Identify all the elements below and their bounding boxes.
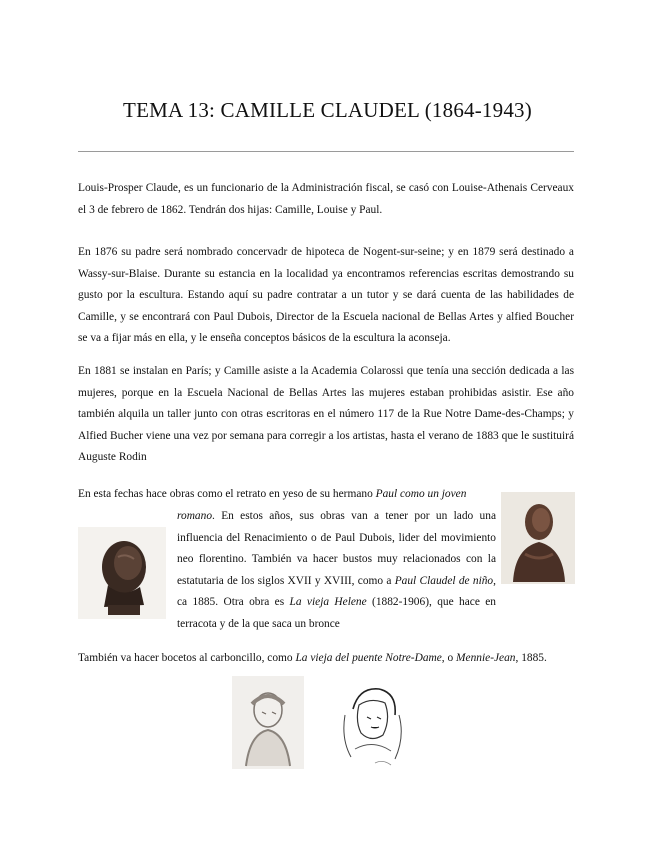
work-title-paul-joven: Paul como un joven bbox=[375, 488, 467, 500]
sketches-text: , o bbox=[441, 652, 457, 664]
work-title-paul-nino: Paul Claudel de niño bbox=[394, 574, 494, 587]
works-text: (1882-1906), que hace en terracota y de la que saca un bronce bbox=[177, 596, 496, 630]
work-title-vieja-puente: La vieja del puente Notre-Dame bbox=[295, 652, 442, 664]
charcoal-sketch-photo bbox=[232, 676, 304, 769]
paragraph-sketches bbox=[78, 648, 574, 670]
sketches-text: También va hacer bocetos al carboncillo, como bbox=[78, 652, 296, 664]
sketches-text: , 1885. bbox=[515, 652, 547, 664]
title-divider bbox=[78, 151, 574, 152]
paragraph-works-block bbox=[177, 506, 496, 636]
work-title-romano: romano bbox=[177, 510, 213, 522]
works-text: . En estos años, sus obras van a tener por un lado una influencia del Renacimiento o de Paul Dubois, lider del movimiento neo florentino. También va hacer bustos muy relacionados con la estatutaria de los siglos XVII y XVIII, como a bbox=[177, 510, 496, 587]
ink-sketch-photo bbox=[335, 679, 410, 771]
work-title-mennie-jean: Mennie-Jean bbox=[456, 652, 516, 664]
paragraph-works-first-line bbox=[78, 484, 496, 506]
terracotta-bust-photo bbox=[501, 492, 575, 584]
work-title-vieja-helene: La vieja Helene bbox=[289, 596, 367, 609]
bronze-bust-photo bbox=[78, 527, 166, 619]
paragraph-early-years: En 1876 su padre será nombrado concervadr de hipoteca de Nogent-sur-seine; y en 1879 será destinado a Wassy-sur-Blaise. Durante su estancia en la localidad ya encontramos referencias escritas demostrando su gusto por la escultura. Estando aquí su padre contratar a un tutor y se dará cuenta de las habilidades de Camille, y se encontrará con Paul Dubois, Director de la Escuela nacional de Bellas Artes y alfied Boucher se va a fijar más en ella, y le enseña conceptos básicos de la escultura la aconseja. bbox=[78, 246, 574, 345]
works-text: , ca 1885. Otra obra es bbox=[177, 574, 496, 609]
paragraph-family: Louis-Prosper Claude, es un funcionario de la Administración fiscal, se casó con Louise-Athenais Cerveaux el 3 de febrero de 1862. Tendrán dos hijas: Camille, Louise y Paul. bbox=[78, 182, 574, 216]
page-title: TEMA 13: CAMILLE CLAUDEL (1864-1943) bbox=[123, 98, 532, 122]
works-text: En esta fechas hace obras como el retrato en yeso de su hermano bbox=[78, 488, 376, 500]
paragraph-paris: En 1881 se instalan en París; y Camille asiste a la Academia Colarossi que tenía una sección dedicada a las mujeres, porque en la Escuela Nacional de Bellas Artes las mujeres estaban prohibidas asistir. Ese año también alquila un taller junto con otras escritoras en el número 117 de la Rue Notre Dame-des-Champs; y Alfied Bucher viene una vez por semana para corregir a los artistas, hasta el verano de 1883 que le sustituirá Auguste Rodin bbox=[78, 365, 574, 464]
